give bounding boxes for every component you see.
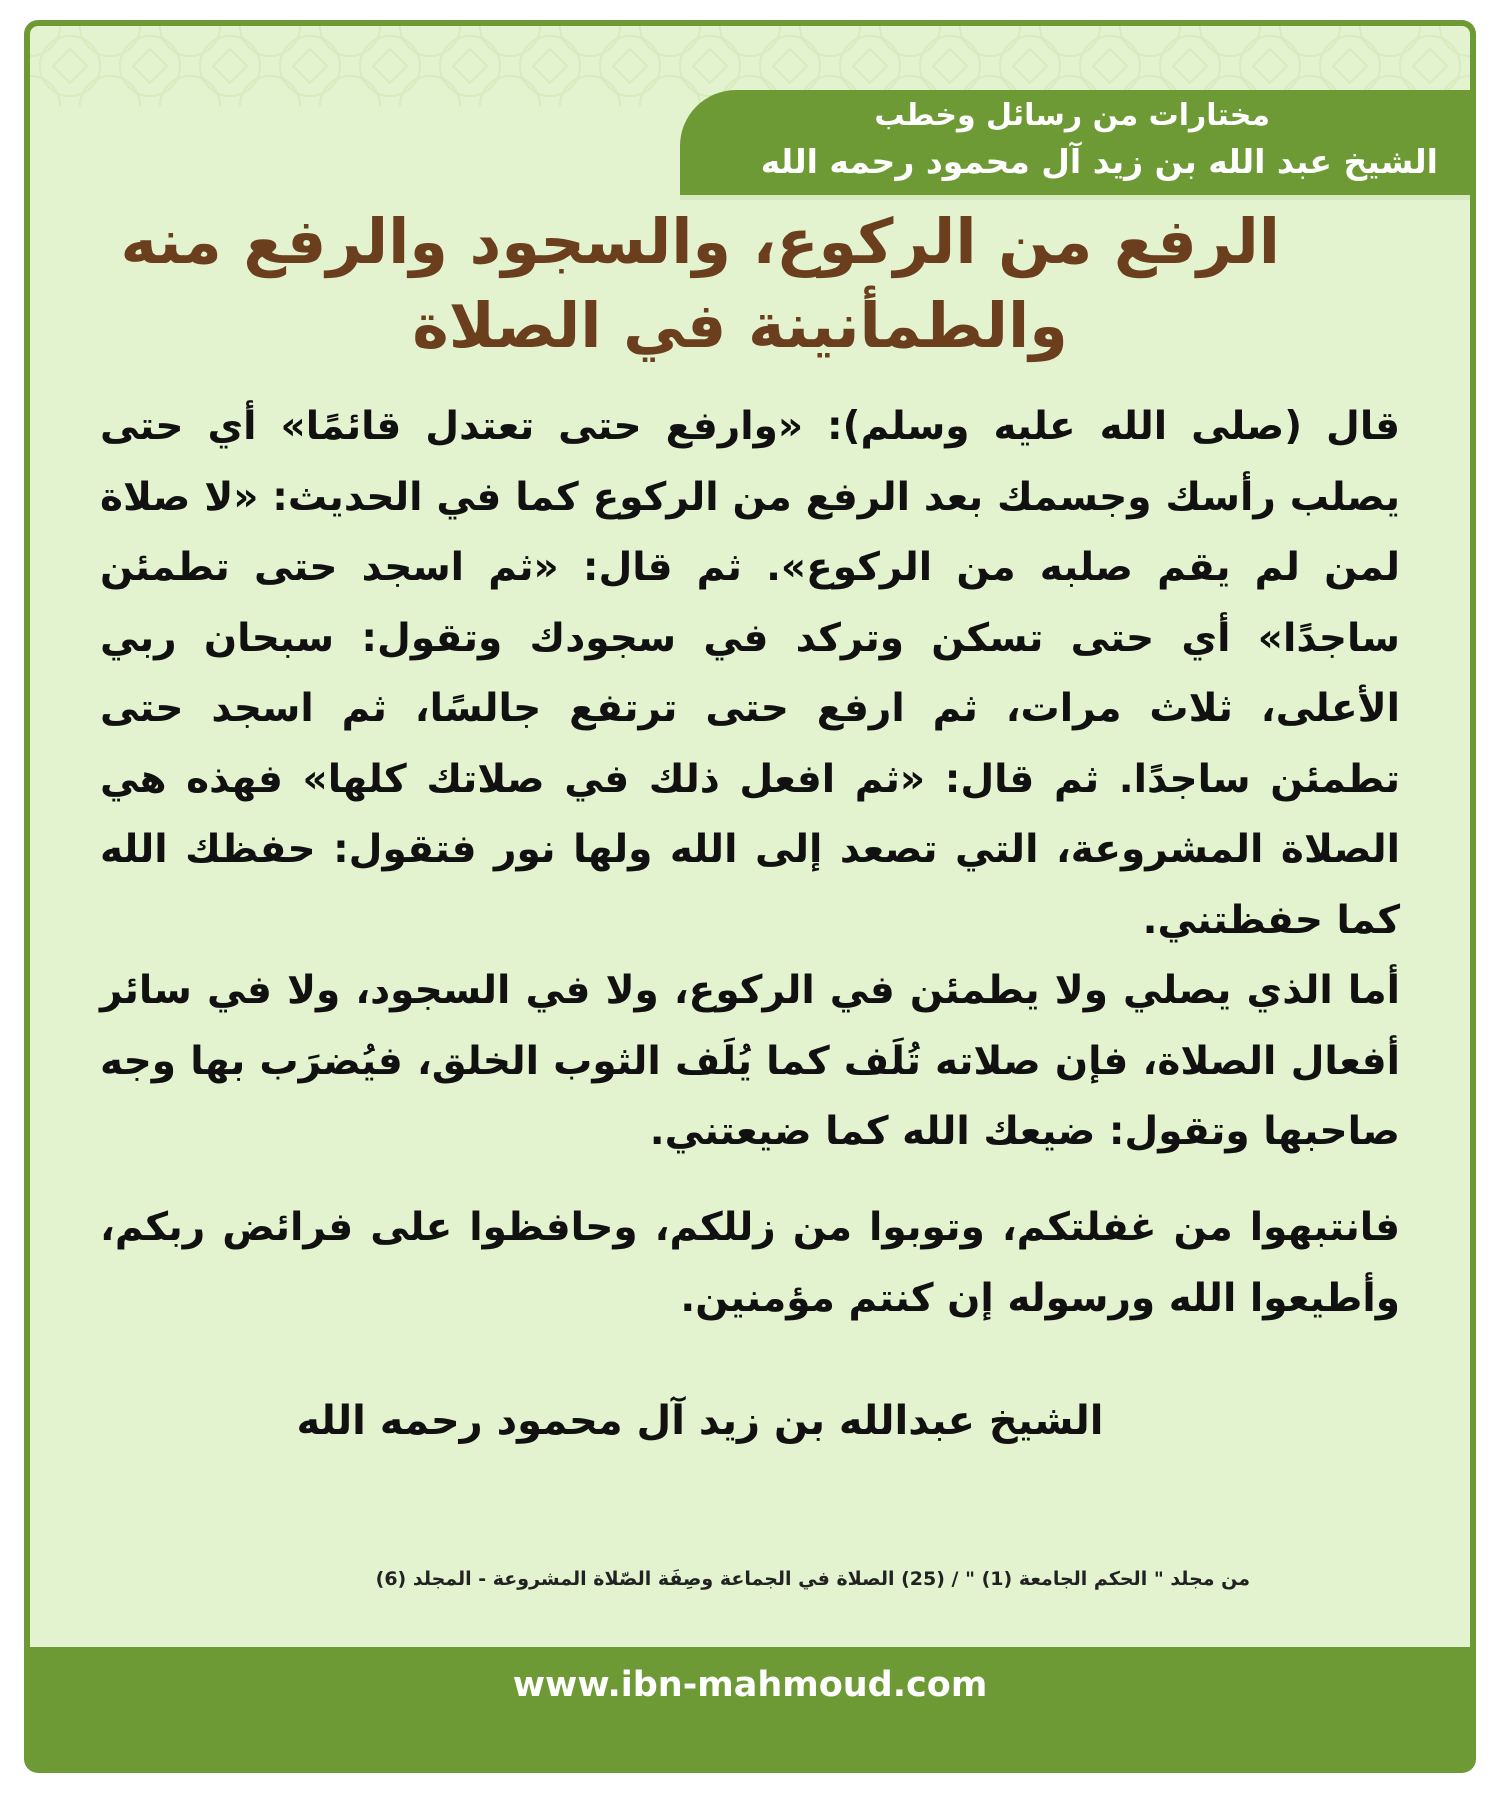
body-text-top xyxy=(100,392,1400,1168)
signature: الشيخ عبدالله بن زيد آل محمود رحمه الله xyxy=(296,1398,1104,1444)
title-line-2: والطمأنينة في الصلاة xyxy=(412,289,1068,362)
body-paragraph-3: فانتبهوا من غفلتكم، وتوبوا من زللكم، وحافظوا على فرائض ربكم، وأطيعوا الله ورسوله إن كنتم مؤمنين. xyxy=(100,1205,1400,1321)
source-note: من مجلد " الحكم الجامعة (1) " / (25) الصلاة في الجماعة وصِفَة الصّلاة المشروعة - المجلد (6) xyxy=(375,1568,1250,1590)
header-subtitle: مختارات من رسائل وخطب xyxy=(874,98,1270,133)
header-ribbon xyxy=(680,90,1470,200)
body-paragraph-2: أما الذي يصلي ولا يطمئن في الركوع، ولا في السجود، ولا في سائر أفعال الصلاة، فإن صلاته تُلَف كما يُلَف الثوب الخلق، فيُضرَب بها وجه صاحبها وتقول: ضيعك الله كما ضيعتني. xyxy=(100,968,1400,1154)
title-line-1: الرفع من الركوع، والسجود والرفع منه xyxy=(120,205,1280,278)
body-text-bottom xyxy=(100,1193,1400,1334)
header-author: الشيخ عبد الله بن زيد آل محمود رحمه الله xyxy=(760,142,1438,181)
page-title xyxy=(120,200,1280,368)
website-link[interactable]: www.ibn-mahmoud.com xyxy=(512,1665,988,1705)
body-paragraph-1: قال (صلى الله عليه وسلم): «وارفع حتى تعتدل قائمًا» أي حتى يصلب رأسك وجسمك بعد الرفع من الركوع كما في الحديث: «لا صلاة لمن لم يقم صلبه من الركوع». ثم قال: «ثم اسجد حتى تطمئن ساجدًا» أي حتى تسكن وتركد في سجودك وتقول: سبحان ربي الأعلى، ثلاث مرات، ثم ارفع حتى ترتفع جالسًا، ثم اسجد حتى تطمئن ساجدًا. ثم قال: «ثم افعل ذلك في صلاتك كلها» فهذه هي الصلاة المشروعة، التي تصعد إلى الله ولها نور فتقول: حفظك الله كما حفظتني. xyxy=(100,404,1400,943)
